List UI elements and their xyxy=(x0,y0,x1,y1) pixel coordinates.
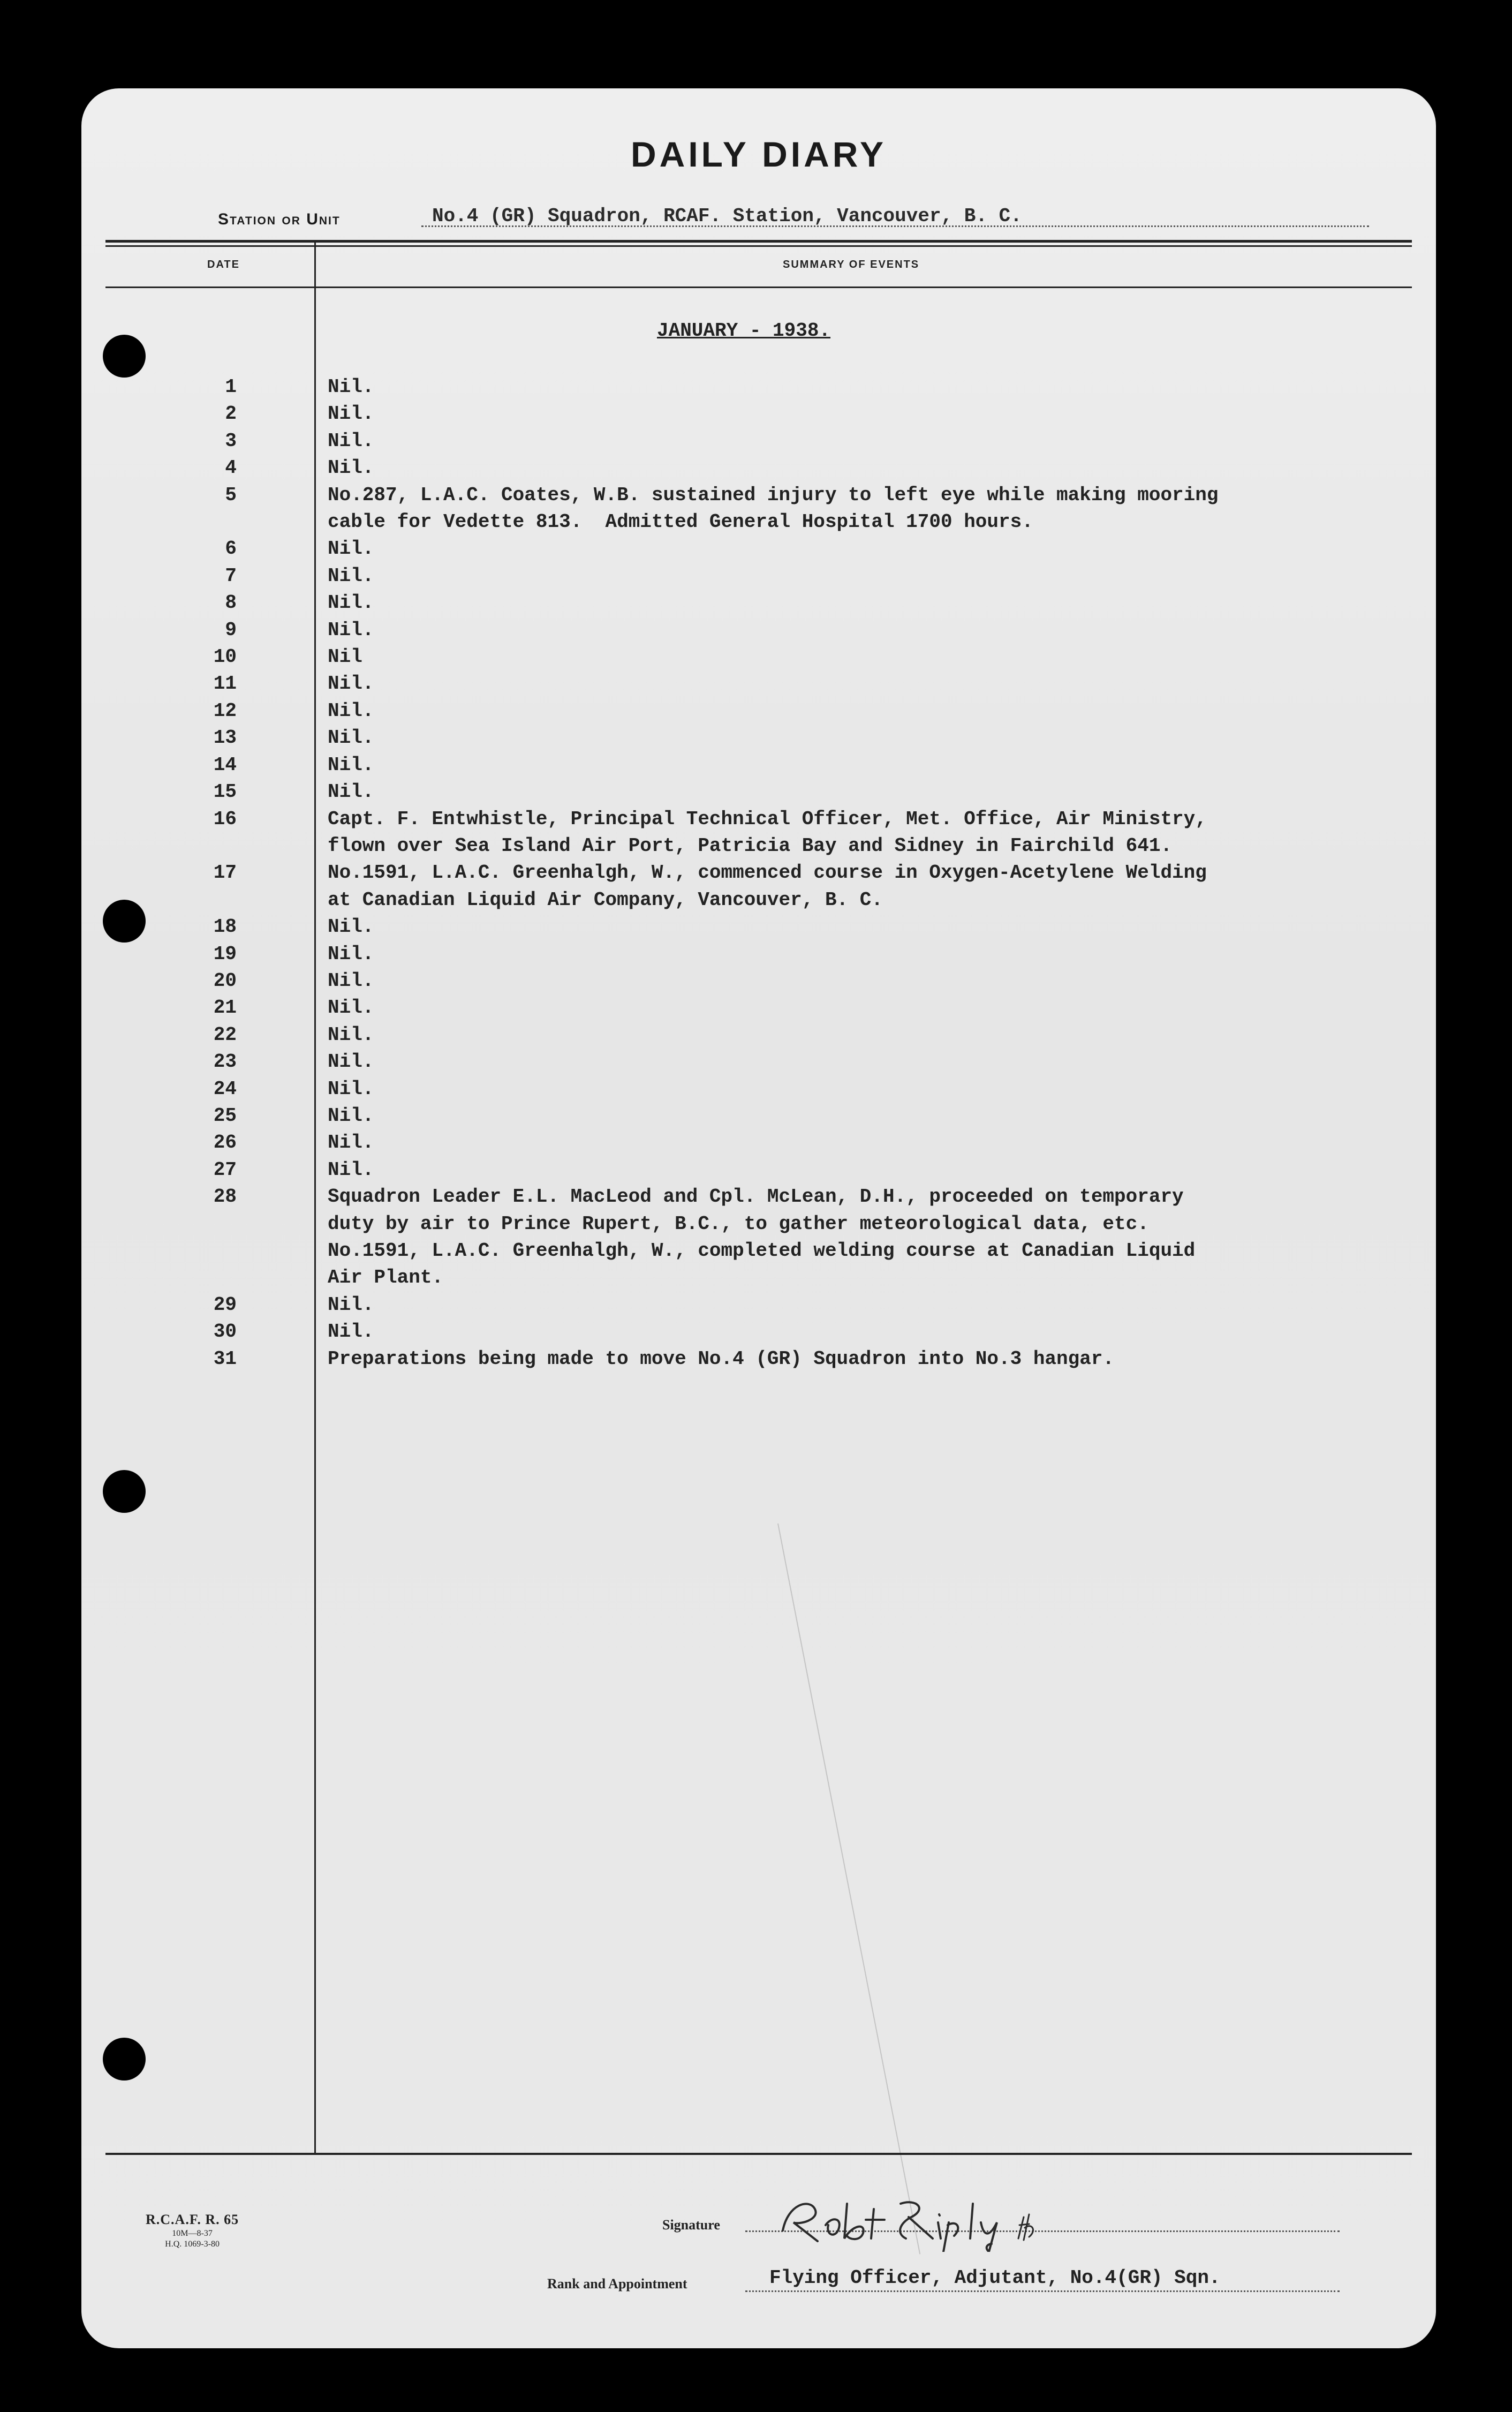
entry-summary: Nil. xyxy=(328,1132,374,1154)
entry-date: 27 xyxy=(213,1158,237,1181)
entry-date: 10 xyxy=(213,646,237,668)
binder-hole xyxy=(103,335,146,378)
rank-appointment-label: Rank and Appointment xyxy=(547,2276,687,2292)
station-unit-value: No.4 (GR) Squadron, RCAF. Station, Vancouver, B. C. xyxy=(432,205,1022,227)
diary-entry xyxy=(81,401,1436,427)
entry-summary: Nil. xyxy=(328,1077,374,1100)
diary-entry xyxy=(81,670,1436,697)
entry-summary: Nil. xyxy=(328,538,374,560)
entry-date: 21 xyxy=(213,997,237,1019)
entry-summary: Nil. xyxy=(328,1051,374,1073)
entry-summary: Nil. xyxy=(328,429,374,452)
entry-date: 15 xyxy=(213,781,237,803)
entry-summary: Nil. xyxy=(328,997,374,1019)
entry-summary: Capt. F. Entwhistle, Principal Technical Officer, Met. Office, Air Ministry, flown over Sea Island Air Port, Patricia Bay and Sidney in Fairchild 641. xyxy=(328,808,1207,857)
entry-summary: Nil. xyxy=(328,781,374,803)
entry-date: 22 xyxy=(213,1023,237,1046)
entry-summary: Nil. xyxy=(328,376,374,398)
month-heading: JANUARY - 1938. xyxy=(657,320,831,342)
diary-entry xyxy=(81,1103,1436,1129)
rank-appointment-value: Flying Officer, Adjutant, No.4(GR) Sqn. xyxy=(769,2267,1221,2289)
entry-summary: Nil. xyxy=(328,1023,374,1046)
diary-entry xyxy=(81,1292,1436,1318)
entry-date: 19 xyxy=(213,943,237,965)
table-bottom-rule xyxy=(105,2153,1412,2155)
entry-summary: No.1591, L.A.C. Greenhalgh, W., commenced course in Oxygen-Acetylene Welding at Canadian Liquid Air Company, Vancouver, B. C. xyxy=(328,862,1207,911)
entry-date: 30 xyxy=(213,1321,237,1343)
entry-date: 26 xyxy=(213,1132,237,1154)
entry-summary: Nil. xyxy=(328,1158,374,1181)
diary-entry xyxy=(81,914,1436,940)
entry-date: 16 xyxy=(213,808,237,830)
diary-entry xyxy=(81,698,1436,725)
diary-entry xyxy=(81,806,1436,860)
diary-entry xyxy=(81,725,1436,751)
diary-entry xyxy=(81,563,1436,590)
entry-date: 4 xyxy=(225,457,237,479)
entry-summary: Nil. xyxy=(328,592,374,614)
form-print-run: 10M—8-37 xyxy=(172,2229,213,2238)
entry-summary: Nil. xyxy=(328,673,374,695)
entry-date: 20 xyxy=(213,969,237,992)
entry-summary: Nil. xyxy=(328,1104,374,1127)
diary-entry xyxy=(81,752,1436,779)
station-unit-label: Station or Unit xyxy=(218,210,341,228)
entry-summary: No.287, L.A.C. Coates, W.B. sustained injury to left eye while making mooring cable for Vedette 813. Admitted General Hospital 1700 hours. xyxy=(328,484,1219,533)
diary-entry xyxy=(81,617,1436,644)
entry-summary: Nil. xyxy=(328,564,374,587)
entry-date: 23 xyxy=(213,1051,237,1073)
diary-entry xyxy=(81,1022,1436,1049)
entry-date: 31 xyxy=(213,1347,237,1370)
diary-entry xyxy=(81,941,1436,968)
entry-date: 28 xyxy=(213,1186,237,1208)
column-header-date: DATE xyxy=(207,259,240,270)
form-hq-ref: H.Q. 1069-3-80 xyxy=(165,2240,220,2249)
diary-entry xyxy=(81,590,1436,616)
form-code-block xyxy=(146,2212,239,2249)
entry-date: 17 xyxy=(213,862,237,884)
entry-summary: Nil. xyxy=(328,1293,374,1316)
diary-entry xyxy=(81,1157,1436,1184)
entry-summary: Nil. xyxy=(328,753,374,776)
header-rule-top xyxy=(105,240,1412,243)
entry-summary: Nil. xyxy=(328,943,374,965)
entry-summary: Nil. xyxy=(328,1321,374,1343)
page-title: DAILY DIARY xyxy=(631,134,887,174)
entry-date: 12 xyxy=(213,699,237,722)
entry-summary: Preparations being made to move No.4 (GR) Squadron into No.3 hangar. xyxy=(328,1347,1115,1370)
diary-entry xyxy=(81,1318,1436,1345)
entry-summary: Nil. xyxy=(328,403,374,425)
diary-entries xyxy=(81,374,1436,1373)
station-unit-row xyxy=(218,205,1369,237)
diary-entry xyxy=(81,1129,1436,1156)
entry-summary: Nil. xyxy=(328,619,374,641)
entry-date: 29 xyxy=(213,1293,237,1316)
stray-pen-mark xyxy=(777,1524,920,2255)
entry-date: 25 xyxy=(213,1104,237,1127)
binder-hole xyxy=(103,2038,146,2081)
header-rule-bottom xyxy=(105,287,1412,288)
entry-summary: Nil xyxy=(328,646,362,668)
entry-date: 14 xyxy=(213,753,237,776)
diary-entry xyxy=(81,374,1436,401)
diary-entry xyxy=(81,428,1436,455)
entry-date: 7 xyxy=(225,564,237,587)
diary-sheet xyxy=(81,88,1436,2348)
entry-summary: Squadron Leader E.L. MacLeod and Cpl. McLean, D.H., proceeded on temporary duty by air to Prince Rupert, B.C., to gather meteorological data, etc. No.1591, L.A.C. Greenhalgh, W., completed welding course at Canadian Liquid Air Plant. xyxy=(328,1186,1196,1289)
diary-entry xyxy=(81,860,1436,914)
entry-summary: Nil. xyxy=(328,727,374,749)
entry-date: 11 xyxy=(213,673,237,695)
diary-entry xyxy=(81,455,1436,481)
entry-summary: Nil. xyxy=(328,969,374,992)
form-code: R.C.A.F. R. 65 xyxy=(146,2212,239,2227)
diary-entry xyxy=(81,1049,1436,1075)
entry-date: 18 xyxy=(213,916,237,938)
diary-entry xyxy=(81,482,1436,536)
entry-date: 1 xyxy=(225,376,237,398)
binder-hole xyxy=(103,1470,146,1513)
diary-entry xyxy=(81,644,1436,670)
handwritten-signature xyxy=(777,2193,1163,2252)
diary-entry xyxy=(81,536,1436,562)
entry-date: 9 xyxy=(225,619,237,641)
diary-entry xyxy=(81,779,1436,805)
signature-label: Signature xyxy=(662,2217,720,2233)
diary-entry xyxy=(81,994,1436,1021)
entry-summary: Nil. xyxy=(328,916,374,938)
diary-entry xyxy=(81,1184,1436,1292)
entry-date: 2 xyxy=(225,403,237,425)
diary-entry xyxy=(81,1076,1436,1103)
entry-date: 13 xyxy=(213,727,237,749)
entry-date: 8 xyxy=(225,592,237,614)
entry-date: 3 xyxy=(225,429,237,452)
entry-date: 5 xyxy=(225,484,237,506)
column-header-summary: SUMMARY OF EVENTS xyxy=(783,259,920,270)
diary-entry xyxy=(81,968,1436,994)
entry-summary: Nil. xyxy=(328,699,374,722)
entry-date: 6 xyxy=(225,538,237,560)
entry-summary: Nil. xyxy=(328,457,374,479)
rank-appointment-dotted-line xyxy=(745,2290,1340,2292)
entry-date: 24 xyxy=(213,1077,237,1100)
diary-entry xyxy=(81,1346,1436,1373)
header-rule-top-thin xyxy=(105,245,1412,247)
